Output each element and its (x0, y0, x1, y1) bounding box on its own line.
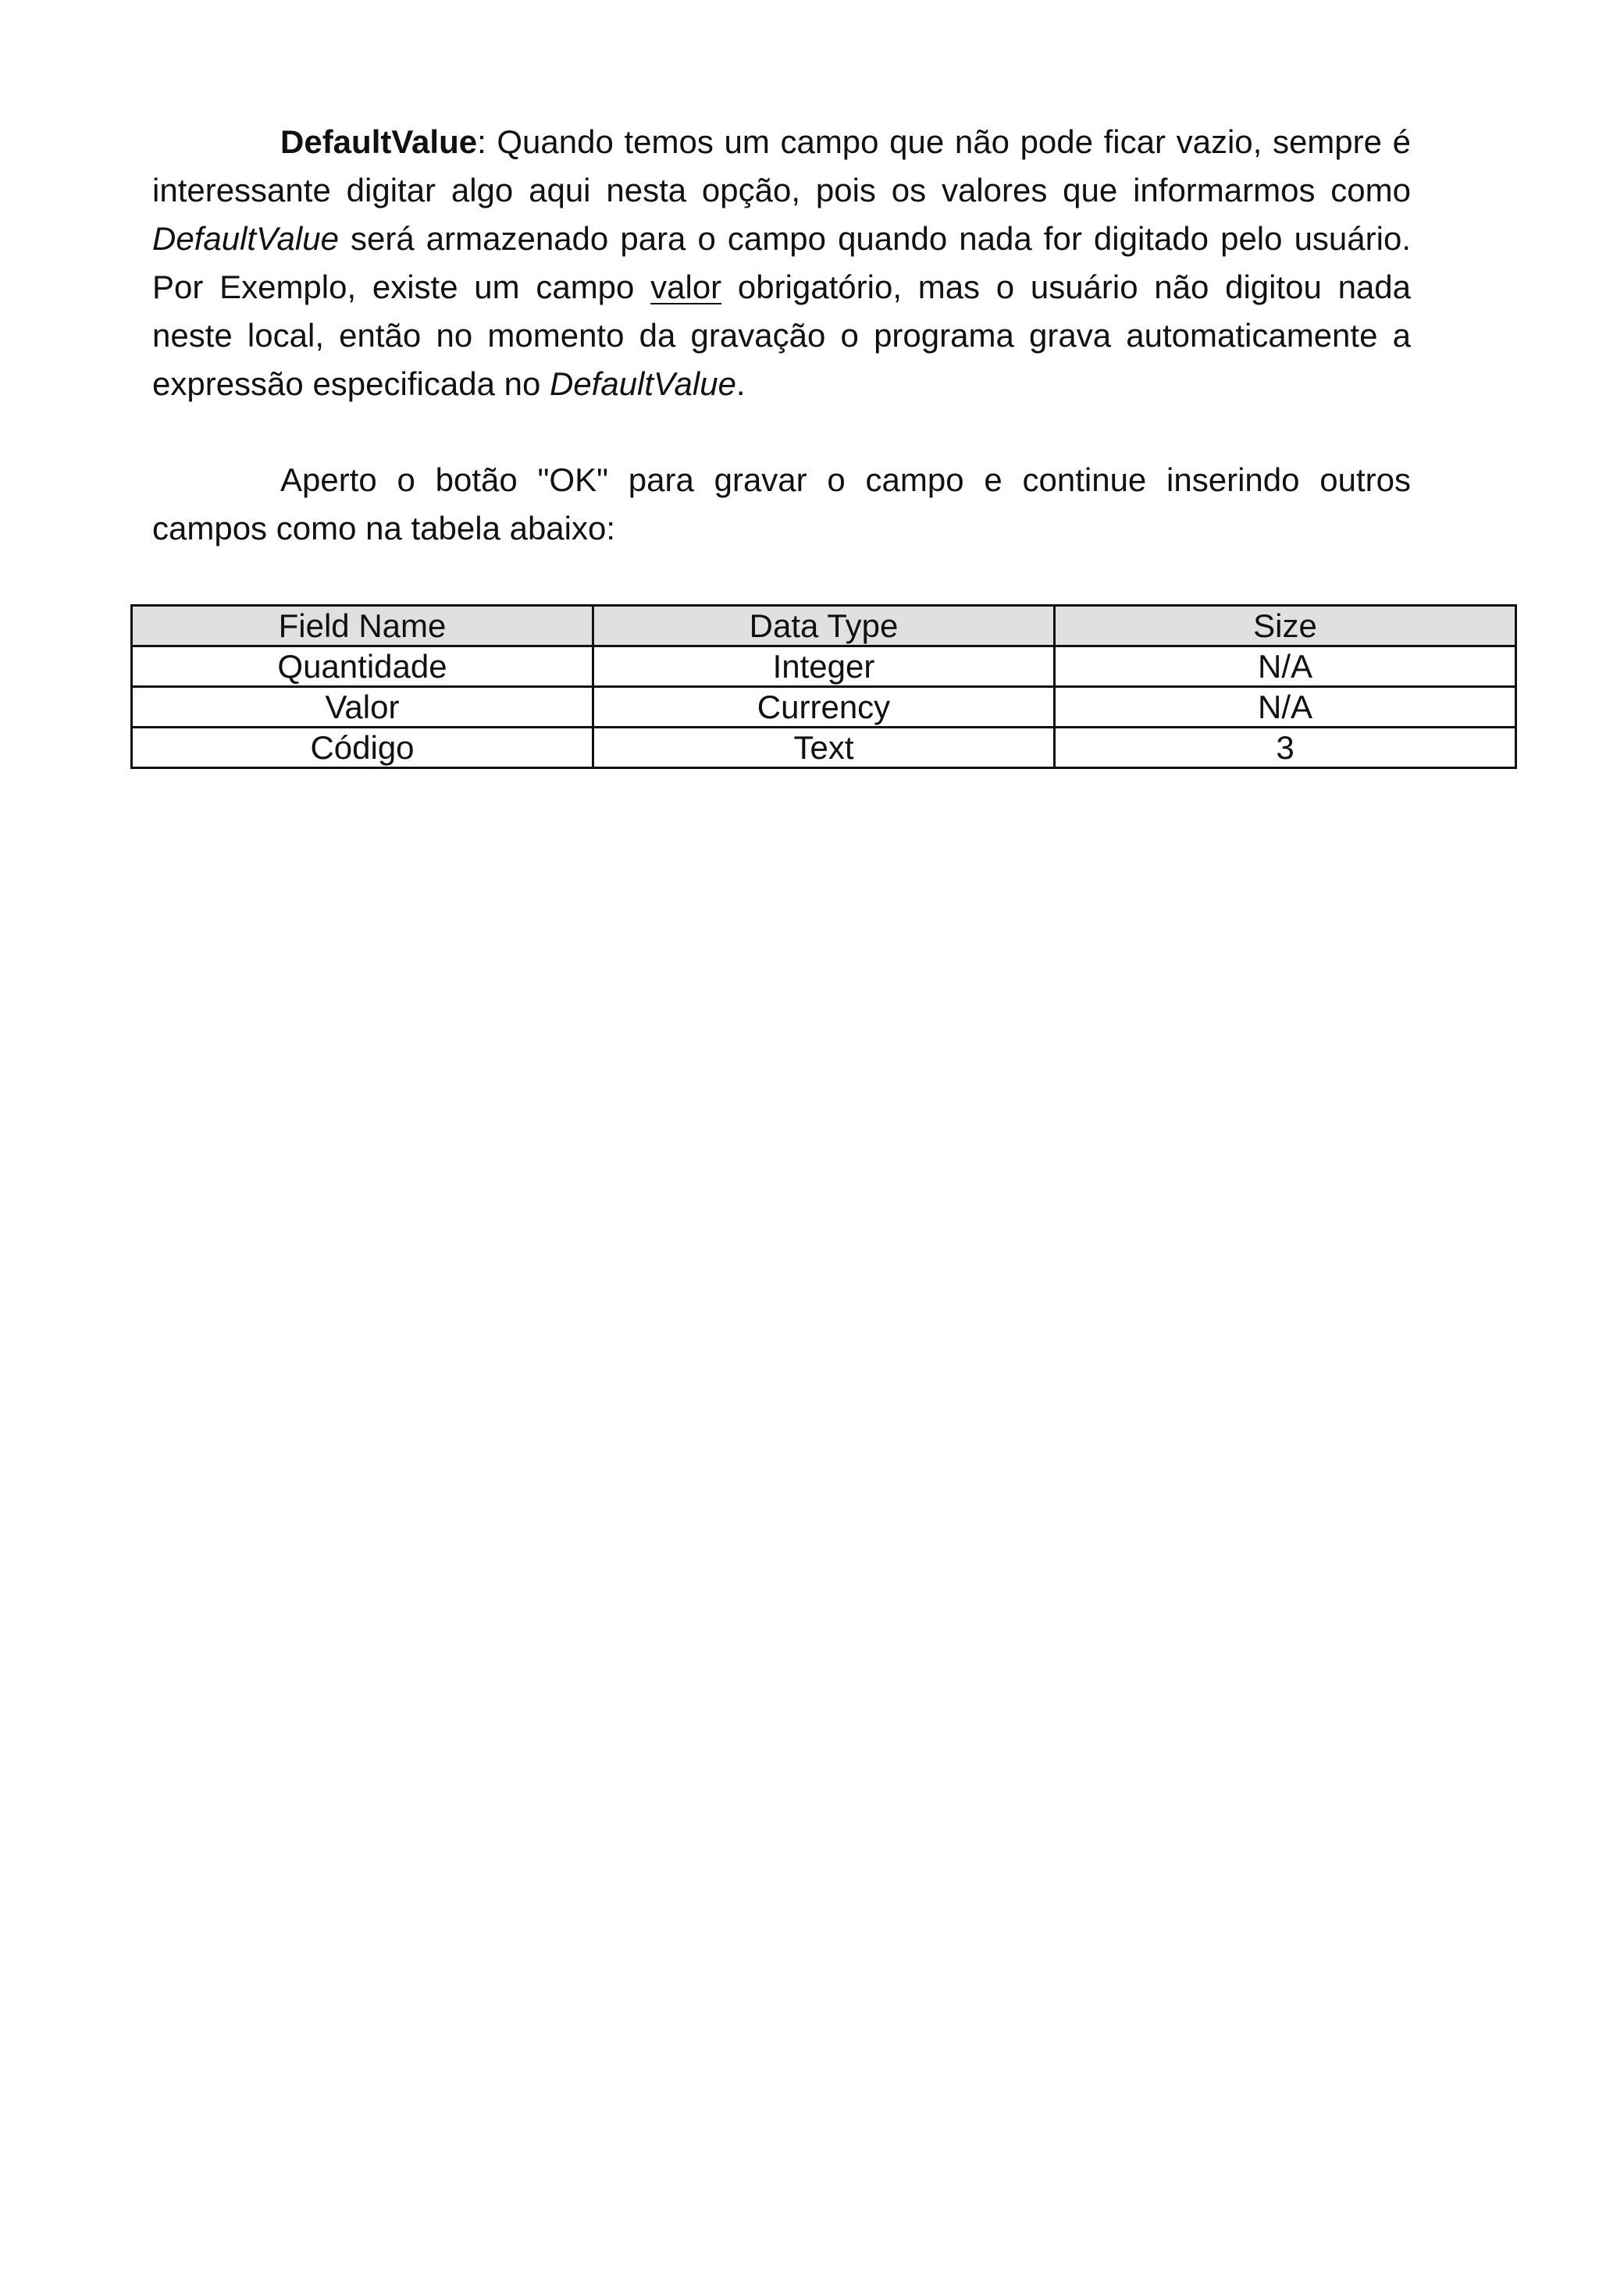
term-defaultvalue-italic-2: DefaultValue (549, 365, 736, 402)
table-row (132, 728, 1516, 768)
table-header-row (132, 606, 1516, 646)
term-defaultvalue-italic: DefaultValue (152, 220, 339, 257)
cell-field-name: Código (132, 728, 593, 768)
cell-data-type: Integer (593, 646, 1055, 687)
paragraph1-segment-2: será armazenado para o campo quando nada for digitado pelo usuário. Por Exemplo, existe um campo (152, 220, 1411, 305)
cell-field-name: Valor (132, 687, 593, 728)
cell-data-type: Currency (593, 687, 1055, 728)
header-field-name: Field Name (132, 606, 593, 646)
underlined-word-valor: valor (650, 269, 722, 305)
cell-data-type: Text (593, 728, 1055, 768)
paragraph1-segment-4: . (735, 365, 746, 402)
cell-size: N/A (1055, 646, 1516, 687)
ok-button-paragraph (152, 456, 1411, 553)
defaultvalue-paragraph (152, 118, 1411, 408)
fields-table (130, 604, 1517, 769)
cell-size: 3 (1055, 728, 1516, 768)
cell-size: N/A (1055, 687, 1516, 728)
header-data-type: Data Type (593, 606, 1055, 646)
paragraph1-segment-3: obrigatório, mas o usuário não digitou nada neste local, então no momento da gravação o programa grava automaticamente a expressão especificada no (152, 269, 1411, 402)
table-row (132, 687, 1516, 728)
cell-field-name: Quantidade (132, 646, 593, 687)
table-row (132, 646, 1516, 687)
paragraph2-text: Aperto o botão "OK" para gravar o campo e continue inserindo outros campos como na tabela abaixo: (152, 461, 1411, 546)
paragraph1-segment-1: : Quando temos um campo que não pode ficar vazio, sempre é interessante digitar algo aqui nesta opção, pois os valores que informarmos como (152, 123, 1411, 208)
term-defaultvalue-bold: DefaultValue (280, 123, 478, 160)
header-size: Size (1055, 606, 1516, 646)
